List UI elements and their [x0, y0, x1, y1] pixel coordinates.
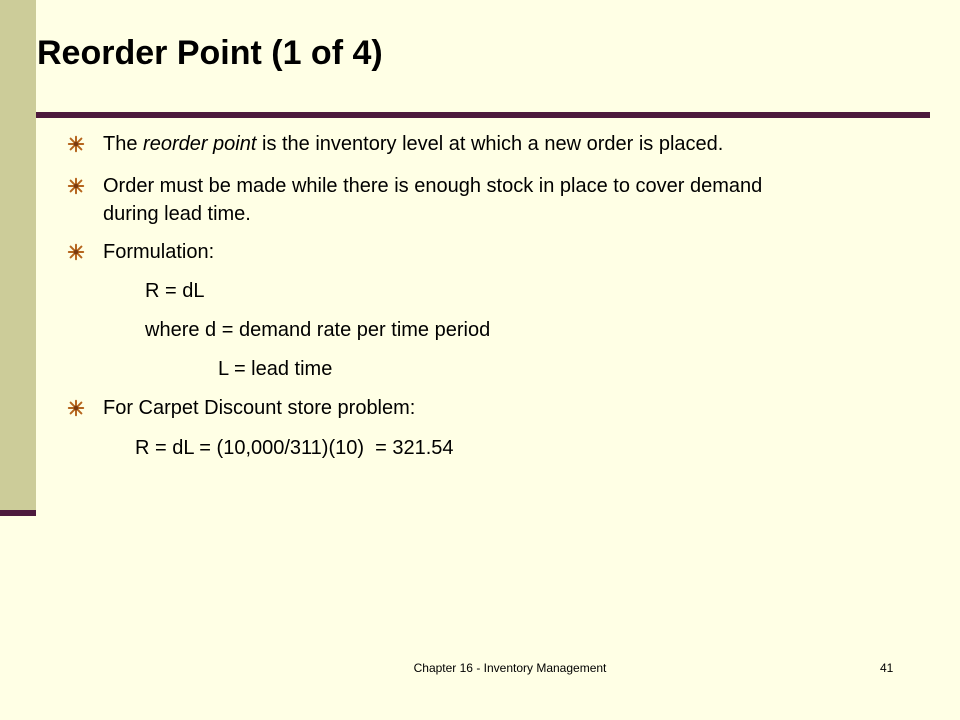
- bullet-reorder-definition: [103, 130, 903, 158]
- starburst-bullet-icon: [67, 399, 85, 417]
- bullet-text: Formulation:: [103, 241, 215, 263]
- bullet-text-post: is the inventory level at which a new order is placed.: [256, 133, 724, 155]
- bullet-text-line1: Order must be made while there is enough stock in place to cover demand: [103, 175, 763, 197]
- starburst-bullet-icon: [67, 243, 85, 261]
- slide-title: Reorder Point (1 of 4): [37, 34, 383, 72]
- bullet-text-pre: The: [103, 133, 144, 155]
- bullet-formulation: [103, 238, 903, 266]
- footer-chapter: Chapter 16 - Inventory Management: [413, 661, 607, 675]
- formula-where-line: where d = demand rate per time period: [145, 319, 491, 341]
- starburst-bullet-icon: [67, 177, 85, 195]
- bullet-text-line2: during lead time.: [103, 203, 251, 225]
- starburst-bullet-icon: [67, 135, 85, 153]
- footer-page-number: 41: [880, 661, 894, 675]
- formula-equation: R = dL: [145, 280, 205, 302]
- bullet-carpet-discount: [103, 394, 903, 422]
- bullet-text-emphasis: reorder point: [143, 133, 257, 155]
- formula-lead-time-line: L = lead time: [218, 358, 333, 380]
- example-formula: R = dL = (10,000/311)(10) = 321.54: [135, 437, 454, 459]
- bullet-text: For Carpet Discount store problem:: [103, 397, 416, 419]
- bullet-order-timing: [103, 172, 903, 228]
